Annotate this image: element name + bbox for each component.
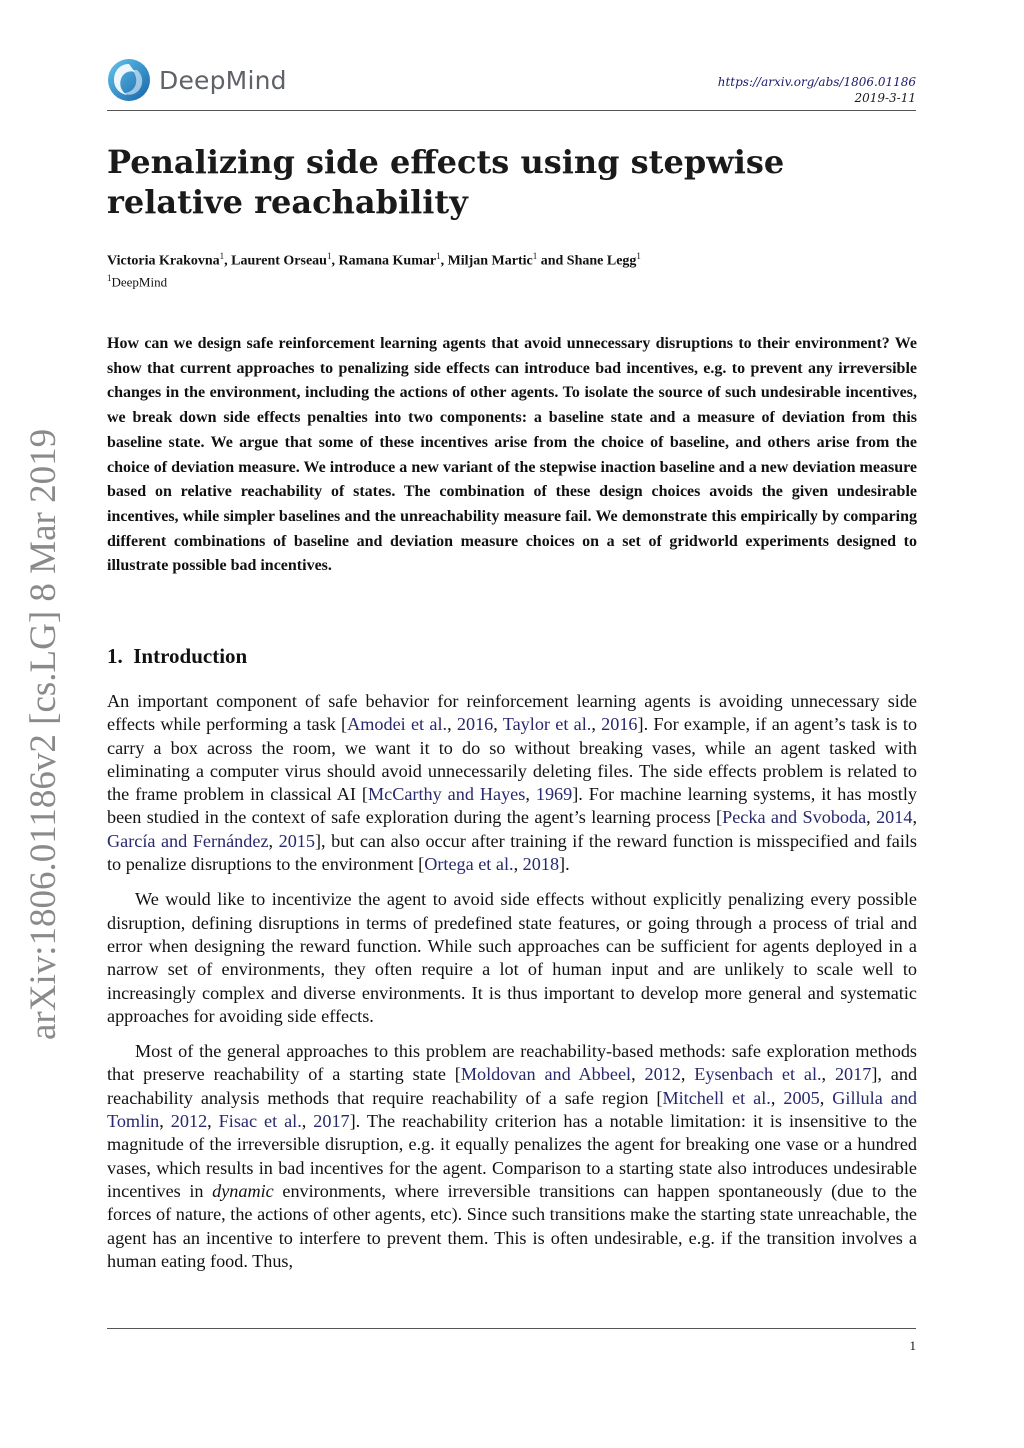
paragraph-text: environments, where irreversible transitions can happen spontaneously (due to the forces of nature, the actions of other agents, etc). Since such transitions make the starting state unreachable, the agent has an incentive to interfere to prevent them. This is often undesirable, e.g. if the transition involves a human eating food. Thus, (107, 1180, 917, 1271)
author-separator: , (224, 253, 232, 269)
citation-link[interactable]: Ortega et al. (424, 854, 514, 875)
paragraph-text: , (631, 1064, 645, 1085)
paragraph-text: , (493, 714, 503, 735)
paper-title: Penalizing side effects using stepwise relative reachability (107, 143, 785, 221)
paragraph-text: , (821, 1064, 835, 1085)
citation-link[interactable]: Eysenbach et al. (694, 1064, 822, 1085)
paragraph-text: , (159, 1111, 171, 1132)
arxiv-link[interactable]: https://arxiv.org/abs/1806.01186 (717, 75, 916, 89)
citation-link[interactable]: 2015 (278, 830, 315, 851)
citation-link[interactable]: 2016 (601, 714, 638, 735)
author-separator: , (440, 253, 448, 269)
paragraph-text: , (819, 1087, 833, 1108)
paragraph-text: , (680, 1064, 695, 1085)
paragraph-text: An important component of safe behavior for reinforcement learning agents is avoiding unnecessary side effects while performing a task [ (107, 691, 917, 735)
body-paragraph (107, 690, 917, 876)
paragraph-text: , (912, 807, 917, 828)
author-name: Shane Legg (566, 253, 637, 269)
affiliation-marker: 1 (107, 273, 112, 283)
citation-link[interactable]: 2014 (876, 807, 913, 828)
citation-link[interactable]: 2005 (783, 1087, 820, 1108)
author-name: Laurent Orseau (231, 253, 327, 269)
author-separator: and (537, 253, 567, 269)
citation-link[interactable]: McCarthy and Hayes (367, 784, 526, 805)
citation-link[interactable]: Gillula and Tomlin (107, 1087, 918, 1132)
author-affiliation-marker: 1 (532, 251, 538, 261)
paragraph-text: , (591, 714, 602, 735)
paragraph-text: , (866, 807, 877, 828)
author-name: Victoria Krakovna (107, 253, 220, 269)
paper-meta (718, 74, 916, 106)
citation-link[interactable]: 2017 (313, 1111, 350, 1132)
affiliation (107, 273, 167, 290)
body-paragraph (107, 888, 917, 1028)
paragraph-text: , (770, 1087, 784, 1108)
paragraph-text: , (301, 1111, 314, 1132)
paragraph-text: , (447, 714, 457, 735)
citation-link[interactable]: 2012 (644, 1064, 681, 1085)
citation-link[interactable]: Mitchell et al. (662, 1087, 771, 1108)
citation-link[interactable]: Moldovan and Abbeel (460, 1064, 632, 1085)
section-title: Introduction (133, 644, 248, 668)
paragraph-text: ]. For machine learning systems, it has mostly been studied in the context of safe exploration during the agent’s learning process [ (107, 784, 918, 828)
deepmind-logo-icon (107, 58, 151, 102)
paragraph-text: , (268, 830, 279, 851)
section-number: 1. (107, 644, 123, 668)
page-number: 1 (909, 1338, 916, 1353)
paragraph-text: , (207, 1111, 219, 1132)
citation-link[interactable]: 2012 (170, 1111, 208, 1132)
paragraph-text: ], but can also occur after training if the reward function is misspecified and fails to penalize disruptions to the environment [ (107, 830, 918, 875)
paragraph-text: ]. The reachability criterion has a notable limitation: it is insensitive to the magnitude of the irreversible disruption, e.g. it equally penalizes the agent for breaking one vase or a hundred vases, which results in bad incentives for the agent. Comparison to a starting state also introduces undesirable incentives in (107, 1111, 918, 1201)
paragraph-text: ]. (559, 854, 570, 875)
citation-link[interactable]: 1969 (535, 784, 573, 805)
paragraph-text: Most of the general approaches to this problem are reachability-based methods: safe exploration methods that preserve reachability of a starting state [ (107, 1041, 917, 1085)
abstract: How can we design safe reinforcement learning agents that avoid unnecessary disruptions to their environment? We show that current approaches to penalizing side effects can introduce bad incentives, e.g. to prevent any irreversible changes in the environment, including the actions of other agents. To isolate the source of such undesirable incentives, we break down side effects penalties into two components: a baseline state and a measure of deviation from this baseline state. We argue that some of these incentives arise from the choice of baseline, and others arise from the choice of deviation measure. We introduce a new variant of the stepwise inaction baseline and a new deviation measure based on relative reachability of states. The combination of these design choices avoids the given undesirable incentives, while simpler baselines and the unreachability measure fail. We demonstrate this empirically by comparing different combinations of baseline and deviation measure choices on a set of gridworld experiments designed to illustrate possible bad incentives. (107, 335, 917, 575)
paragraph-text: , (513, 854, 523, 875)
arxiv-side-stamp: arXiv:1806.01186v2 [cs.LG] 8 Mar 2019 (23, 428, 64, 1040)
paragraph-text: ]. For example, if an agent’s task is to carry a box across the room, we want it to do so without breaking vases, while an agent tasked with eliminating a computer virus should avoid unnecessarily deleting files. The side effects problem is related to the frame problem in classical AI [ (107, 714, 918, 805)
citation-link[interactable]: García and Fernández (107, 830, 269, 851)
citation-link[interactable]: Amodei et al. (347, 714, 448, 735)
emphasis-text: dynamic (212, 1180, 274, 1201)
header-rule (107, 110, 916, 111)
citation-link[interactable]: 2018 (522, 854, 560, 875)
author-affiliation-marker: 1 (219, 251, 225, 261)
author-affiliation-marker: 1 (326, 251, 332, 261)
citation-link[interactable]: 2016 (456, 714, 494, 735)
section-heading-introduction (107, 644, 247, 669)
introduction-body (107, 690, 917, 1285)
logo-text: DeepMind (159, 65, 287, 95)
affiliation-name: DeepMind (111, 274, 168, 290)
citation-link[interactable]: Fisac et al. (218, 1111, 302, 1132)
footer-rule (107, 1328, 916, 1329)
author-list (107, 251, 927, 270)
author-separator: , (331, 253, 339, 269)
paragraph-text: ], and reachability analysis methods that require reachability of a safe region [ (107, 1064, 918, 1108)
citation-link[interactable]: Pecka and Svoboda (722, 807, 867, 828)
citation-link[interactable]: Taylor et al. (502, 714, 592, 735)
author-affiliation-marker: 1 (636, 251, 641, 261)
citation-link[interactable]: 2017 (834, 1064, 872, 1085)
paper-date: 2019-3-11 (854, 91, 916, 105)
paragraph-text: We would like to incentivize the agent to avoid side effects without explicitly penalizing every possible disruption, defining disruptions in terms of predefined state features, or going through a process of trial and error when designing the reward function. While such approaches can be sufficient for agents deployed in a narrow set of environments, they often require a lot of human input and are unlikely to scale well to increasingly complex and diverse environments. It is thus important to develop more general and systematic approaches for avoiding side effects. (107, 889, 917, 1026)
author-affiliation-marker: 1 (436, 251, 441, 261)
paragraph-text: , (525, 784, 536, 805)
author-name: Ramana Kumar (338, 253, 437, 269)
body-paragraph (107, 1040, 917, 1273)
deepmind-logo (107, 58, 287, 102)
author-name: Miljan Martic (447, 253, 533, 269)
